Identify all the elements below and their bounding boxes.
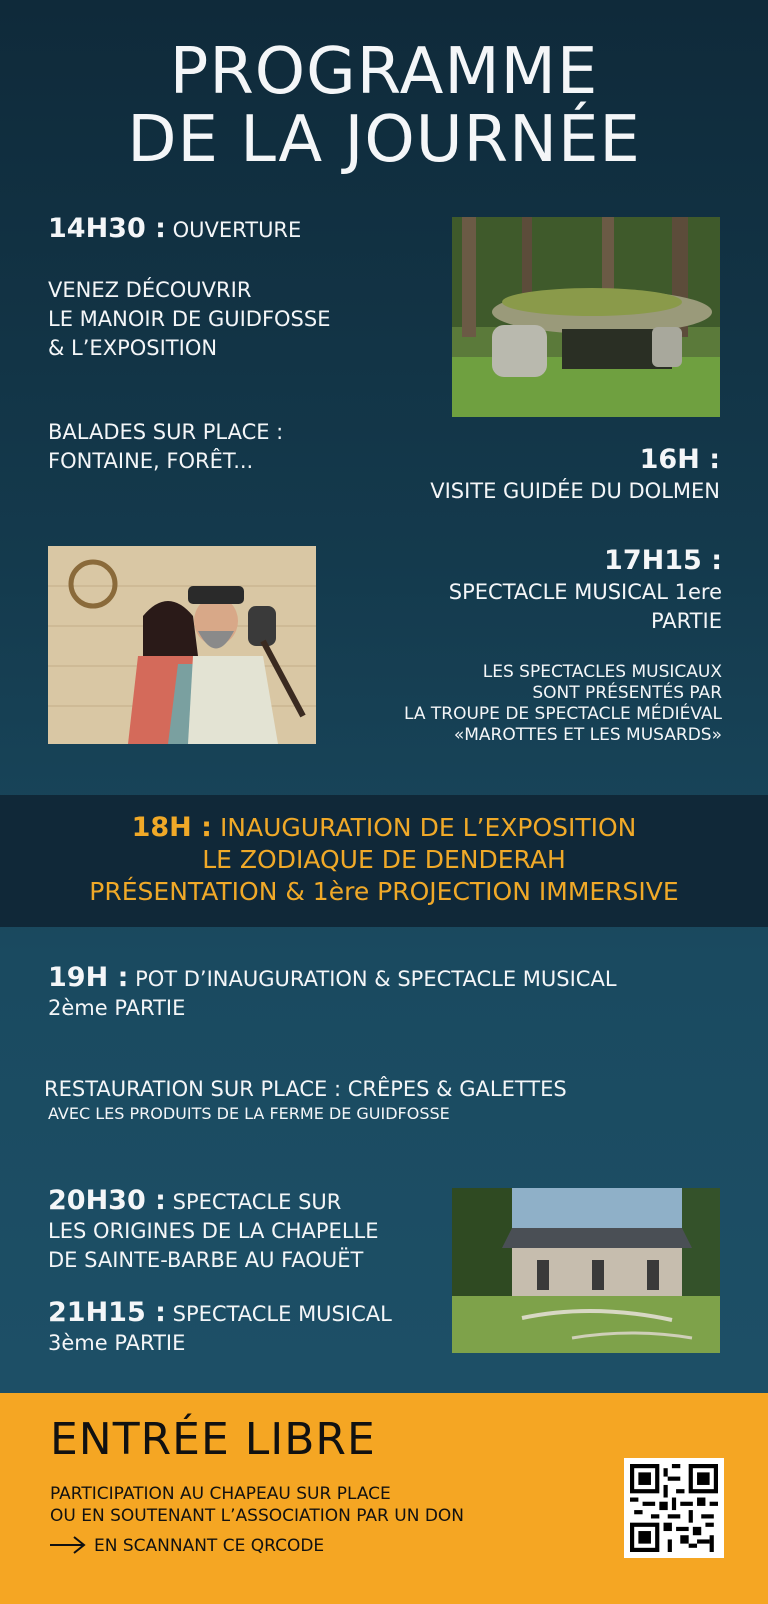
event-label-2: 3ème PARTIE <box>48 1331 186 1355</box>
musicians-photo <box>48 546 316 744</box>
event-label-1: SPECTACLE MUSICAL 1ere <box>448 580 722 604</box>
event-label-2: LE ZODIAQUE DE DENDERAH <box>202 845 566 874</box>
qr-code[interactable] <box>624 1458 724 1558</box>
text-line: «MAROTTES ET LES MUSARDS» <box>453 725 722 745</box>
text-line: LA TROUPE DE SPECTACLE MÉDIÉVAL <box>404 704 722 724</box>
balades-block <box>48 418 283 476</box>
restauration-sub: AVEC LES PRODUITS DE LA FERME DE GUIDFOSSE <box>48 1104 450 1123</box>
event-label-2: PARTIE <box>650 609 722 633</box>
troupe-block <box>404 662 722 746</box>
event-2030 <box>48 1186 379 1275</box>
event-time: 17H15 : <box>604 545 722 576</box>
event-16 <box>430 444 720 506</box>
text-line: & L’EXPOSITION <box>48 336 218 360</box>
event-label-2: 2ème PARTIE <box>48 996 186 1020</box>
event-label-1: INAUGURATION DE L’EXPOSITION <box>219 813 637 842</box>
event-time: 20H30 : <box>48 1185 166 1216</box>
text-line: LES SPECTACLES MUSICAUX <box>482 662 722 682</box>
text-line: VENEZ DÉCOUVRIR <box>48 278 252 302</box>
restauration-value: CRÊPES & GALETTES <box>347 1077 567 1101</box>
text-line: LE MANOIR DE GUIDFOSSE <box>48 307 331 331</box>
event-18 <box>0 812 768 908</box>
chapel-photo <box>452 1188 720 1353</box>
event-label: OUVERTURE <box>172 218 302 242</box>
text-line: FONTAINE, FORÊT... <box>48 449 254 473</box>
text-line: SONT PRÉSENTÉS PAR <box>532 683 722 703</box>
event-1430 <box>48 214 301 245</box>
entree-libre-title: ENTRÉE LIBRE <box>50 1414 376 1465</box>
event-label-1: SPECTACLE MUSICAL <box>172 1302 392 1326</box>
event-time: 18H : <box>131 812 212 843</box>
event-2115 <box>48 1298 392 1358</box>
qr-code-icon <box>630 1464 718 1552</box>
arrow-right-icon <box>50 1535 86 1555</box>
footer-line-1: PARTICIPATION AU CHAPEAU SUR PLACE <box>50 1484 391 1504</box>
title-line-2: DE LA JOURNÉE <box>127 103 641 177</box>
footer-line-3: EN SCANNANT CE QRCODE <box>94 1536 325 1556</box>
event-19 <box>48 963 617 1023</box>
page-title <box>0 35 768 177</box>
event-label: VISITE GUIDÉE DU DOLMEN <box>430 479 720 503</box>
footer-line-2: OU EN SOUTENANT L’ASSOCIATION PAR UN DON <box>50 1506 465 1526</box>
decouvrir-block <box>48 276 331 363</box>
restauration-label: RESTAURATION SUR PLACE : <box>44 1077 342 1101</box>
title-line-1: PROGRAMME <box>169 35 599 109</box>
dolmen-photo <box>452 217 720 417</box>
event-time: 16H : <box>639 444 720 475</box>
event-label-3: PRÉSENTATION & 1ère PROJECTION IMMERSIVE <box>89 877 679 906</box>
text-line: BALADES SUR PLACE : <box>48 420 284 444</box>
event-time: 14H30 : <box>48 213 166 244</box>
event-label-3: DE SAINTE-BARBE AU FAOUËT <box>48 1248 364 1272</box>
event-label-2: LES ORIGINES DE LA CHAPELLE <box>48 1219 379 1243</box>
event-label-1: SPECTACLE SUR <box>172 1190 342 1214</box>
event-time: 21H15 : <box>48 1297 166 1328</box>
event-label-1: POT D’INAUGURATION & SPECTACLE MUSICAL <box>135 967 617 991</box>
restauration-block <box>44 1075 567 1104</box>
event-1715 <box>449 545 722 636</box>
event-time: 19H : <box>48 962 129 993</box>
